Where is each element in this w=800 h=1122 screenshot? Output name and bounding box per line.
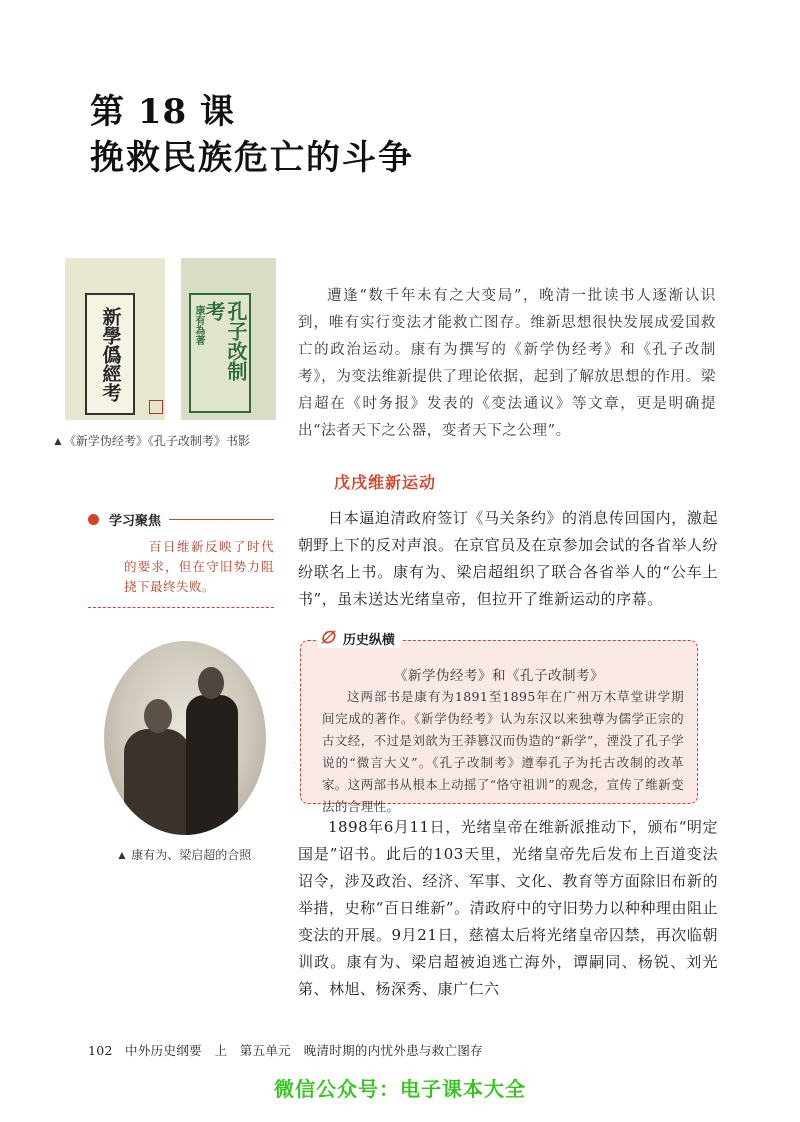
unit-name: 第五单元 晚清时期的内忧外患与救亡图存 xyxy=(239,1043,483,1058)
bullet-dot-icon xyxy=(88,514,99,525)
figure-standing xyxy=(186,695,238,835)
study-focus-text: 百日维新反映了时代的要求，但在守旧势力阻挠下最终失败。 xyxy=(124,539,274,594)
intro-paragraph: 遭逢“数千年未有之大变局”，晚清一批读书人逐渐认识到，唯有实行变法才能救亡图存。维新思想很快发展成爱国救亡的政治运动。康有为撰写的《新学伪经考》和《孔子改制考》，为变法维新提供了理论依据，起到了解放思想的作用。梁启超在《时务报》发表的《变法通议》等文章，更是明确提出“法者天下之公器，变者天下之公理”。 xyxy=(298,288,716,439)
book-cover-kongzi-label xyxy=(189,293,251,413)
book-name: 中外历史纲要 上 xyxy=(125,1043,228,1058)
seal-stamp xyxy=(149,400,163,414)
photo-caption: ▲ 康有为、梁启超的合照 xyxy=(116,848,252,862)
book2-col2: 考 xyxy=(202,301,226,321)
history-sidebar-label: 历史纵横 xyxy=(342,631,395,647)
book-cover-xinxue-label: 新學僞經考 xyxy=(85,293,135,415)
history-sidebar-title: 《新学伪经考》和《孔子改制考》 xyxy=(394,668,604,684)
study-focus-box xyxy=(88,510,274,608)
book2-col1: 孔子改制 xyxy=(224,301,248,381)
lesson-number: 第 18 课 xyxy=(90,92,235,132)
figure-seated-head xyxy=(144,699,172,733)
history-sidebar-header xyxy=(318,628,401,648)
paragraph-gongche: 日本逼迫清政府签订《马关条约》的消息传回国内，激起朝野上下的反对声浪。在京官员及在京参加会试的各省举人纷纷联名上书。康有为、梁启超组织了联合各省举人的“公车上书”，虽未送达光绪皇帝，但拉开了维新运动的序幕。 xyxy=(298,509,718,608)
divider xyxy=(169,519,274,520)
study-focus-header xyxy=(88,510,274,529)
book2-col3: 康有為著 xyxy=(193,305,204,345)
paragraph-hundred-days: 1898年6月11日，光绪皇帝在维新派推动下，颁布“明定国是”诏书。此后的103天里，光绪皇帝先后发布上百道变法诏令，涉及政治、经济、军事、文化、教育等方面除旧布新的举措，史称“百日维新”。清政府中的守旧势力以种种理由阻止变法的开展。9月21日，慈禧太后将光绪皇帝囚禁，再次临朝训政。康有为、梁启超被迫逃亡海外，谭嗣同、杨锐、刘光第、林旭、杨深秀、康广仁六 xyxy=(298,818,718,998)
divider xyxy=(88,607,274,608)
page-number: 102 xyxy=(88,1043,113,1058)
section-title: 戊戌维新运动 xyxy=(334,475,437,492)
portrait-photo xyxy=(104,641,266,835)
page-footer xyxy=(88,1041,491,1059)
history-symbol-icon: ∅ xyxy=(320,628,335,647)
book-cover-xinxue xyxy=(65,258,165,420)
watermark-text: 微信公众号：电子课本大全 xyxy=(274,1077,526,1101)
figure1-caption: ▲《新学伪经考》《孔子改制考》书影 xyxy=(52,434,250,448)
figure-seated xyxy=(124,729,190,835)
lesson-title: 挽救民族危亡的斗争 xyxy=(90,138,414,178)
study-focus-label: 学习聚焦 xyxy=(109,513,162,528)
book-cover-kongzi xyxy=(181,258,276,420)
book2-left xyxy=(192,301,224,345)
figure-standing-head xyxy=(198,667,224,699)
history-sidebar-text: 这两部书是康有为1891至1895年在广州万木草堂讲学期间完成的著作。《新学伪经考》认为东汉以来独尊为儒学正宗的古文经，不过是刘歆为王莽篡汉而伪造的“新学”，湮没了孔子学说的“微言大义”。《孔子改制考》遵奉孔子为托古改制的改革家。这两部书从根本上动摇了“恪守祖训”的观念，宣传了维新变法的合理性。 xyxy=(322,689,684,814)
